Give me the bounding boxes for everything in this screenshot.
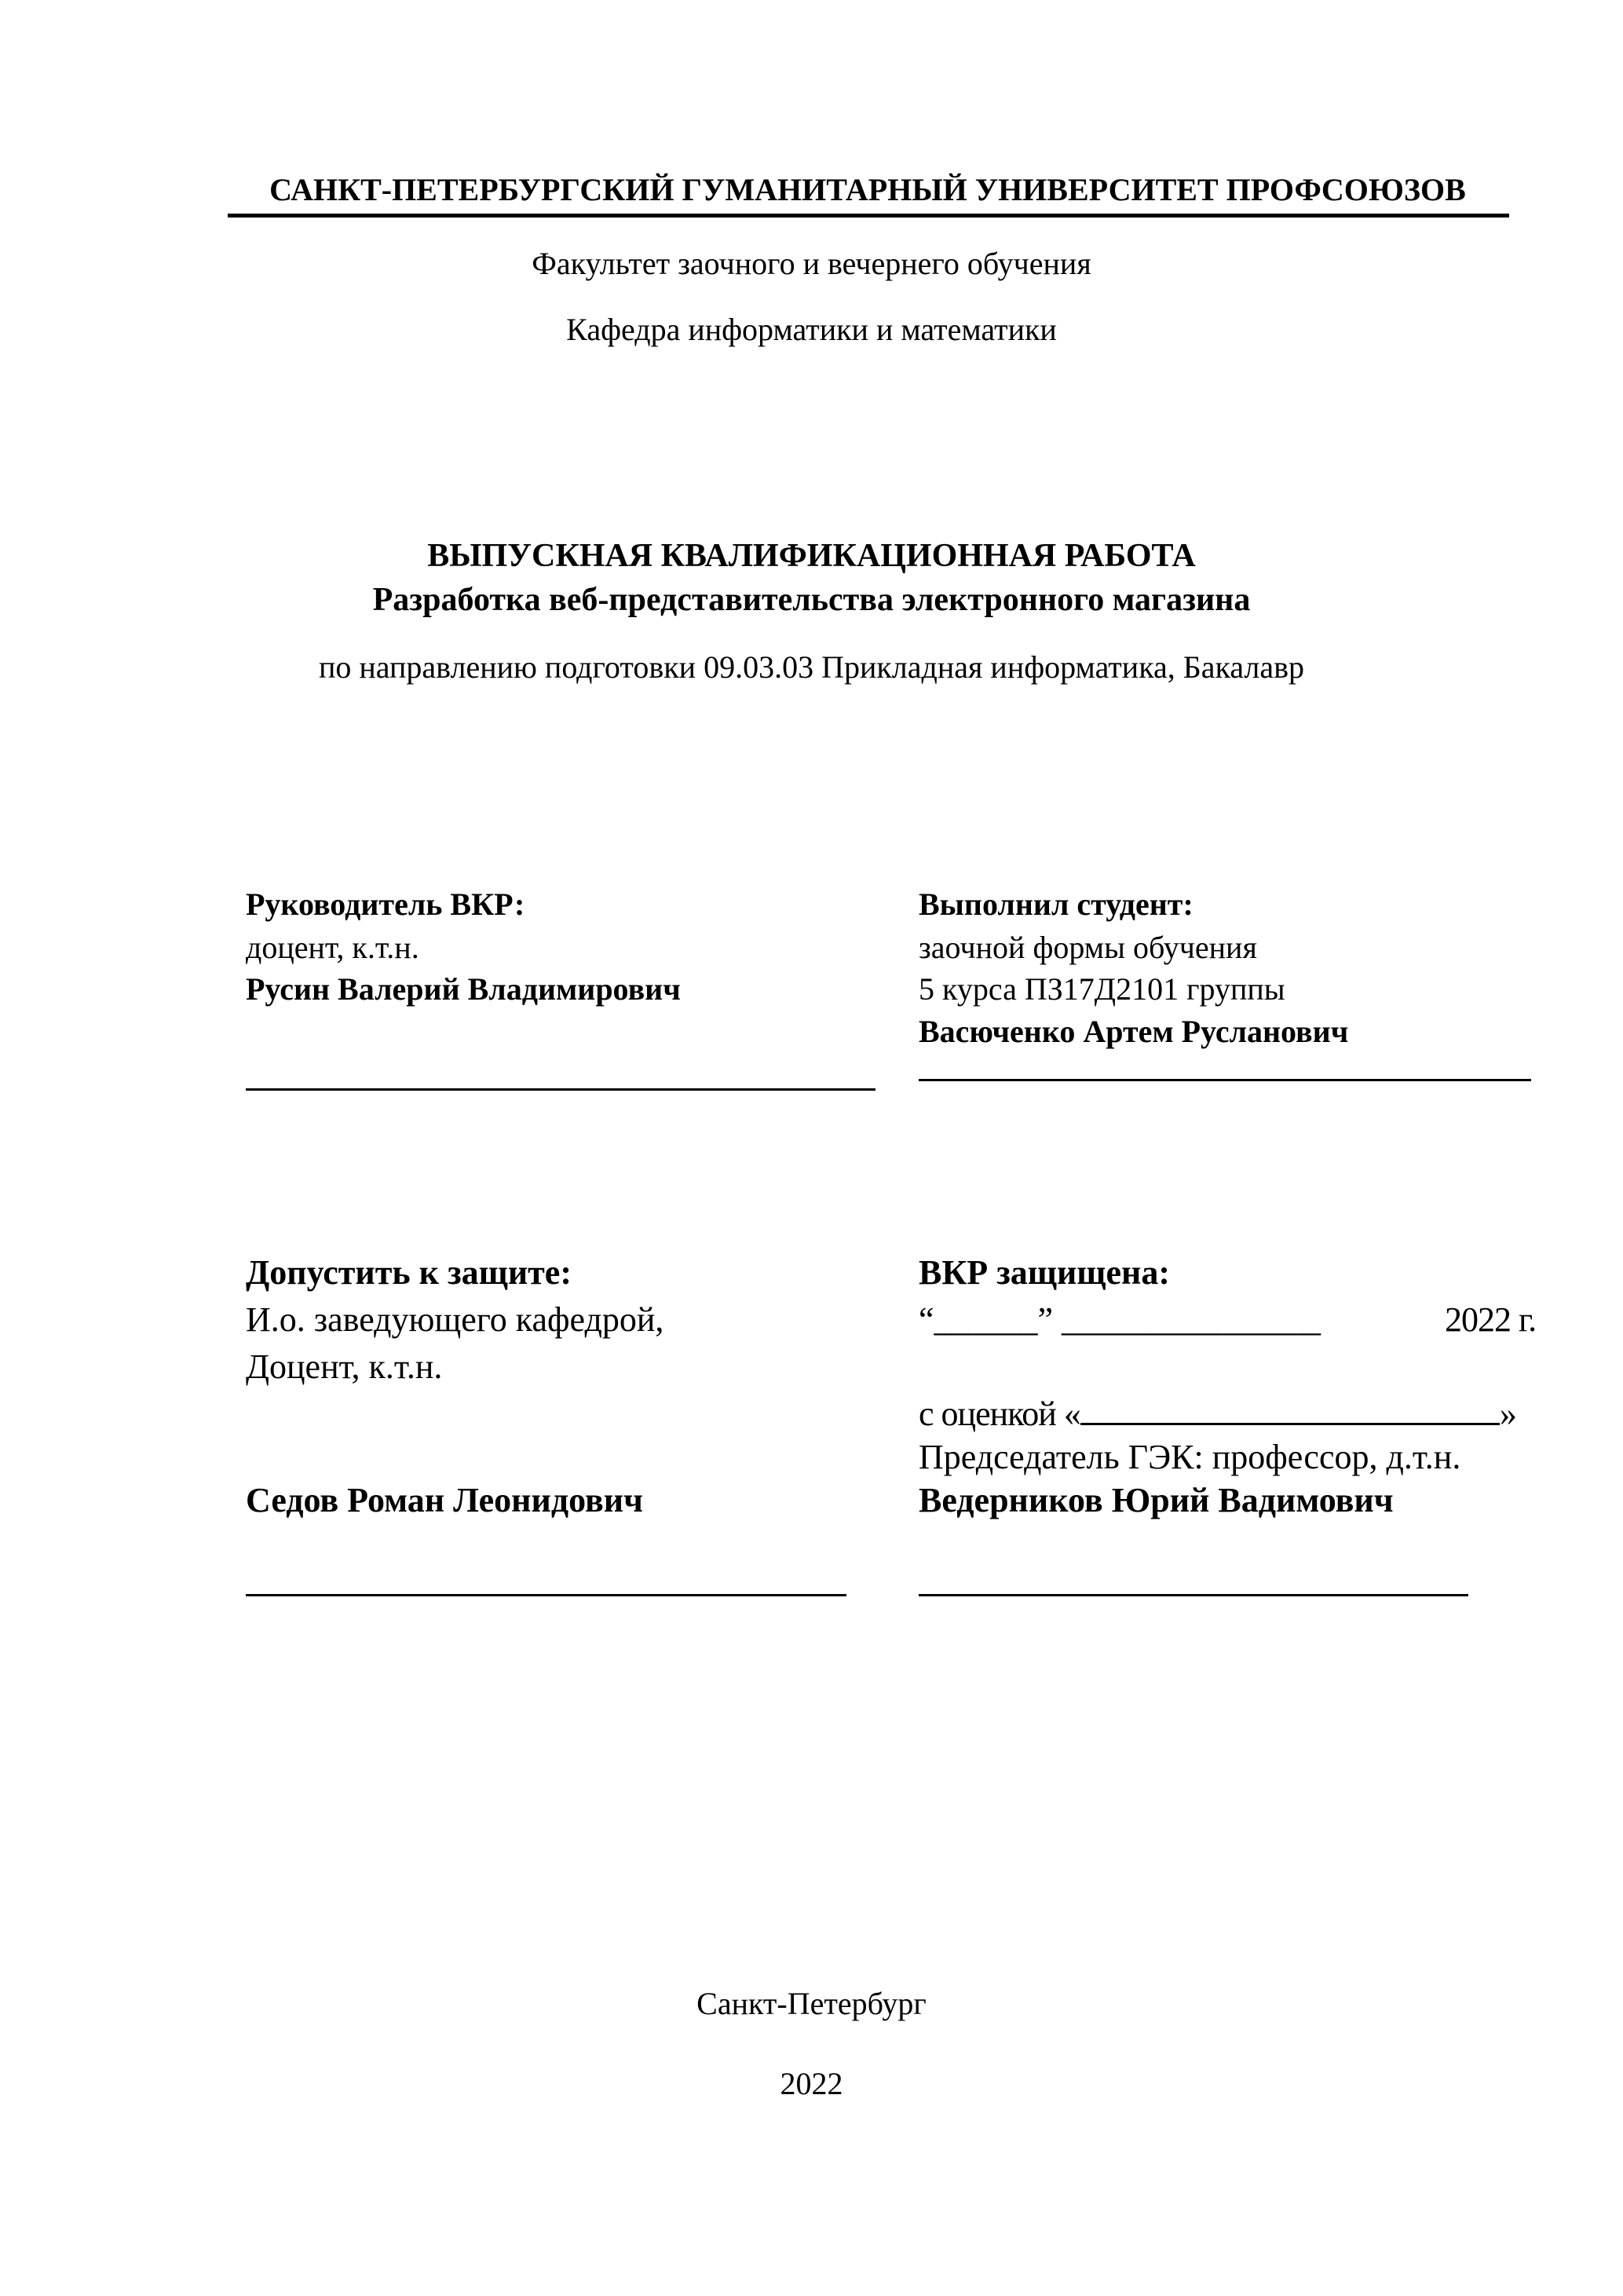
student-study-form: заочной формы обучения — [919, 930, 1257, 965]
study-direction: по направлению подготовки 09.03.03 Прикладная информатика, Бакалавр — [318, 649, 1305, 685]
defense-heading: ВКР защищена: — [919, 1253, 1170, 1292]
university-name: САНКТ-ПЕТЕРБУРГСКИЙ ГУМАНИТАРНЫЙ УНИВЕРСИТЕТ ПРОФСОЮЗОВ — [269, 172, 1466, 207]
supervisor-signature-line — [246, 1088, 875, 1091]
city: Санкт-Петербург — [696, 1986, 927, 2021]
admission-position-line1: И.о. заведующего кафедрой, — [246, 1300, 664, 1339]
gek-chair-name: Ведерников Юрий Вадимович — [919, 1481, 1394, 1519]
grade-blank-line — [1080, 1399, 1500, 1425]
department-name: Кафедра информатики и математики — [566, 312, 1057, 347]
work-topic-title: Разработка веб-представительства электронного магазина — [372, 582, 1251, 618]
supervisor-name: Русин Валерий Владимирович — [246, 971, 681, 1007]
faculty-name: Факультет заочного и вечернего обучения — [532, 246, 1091, 281]
admission-heading: Допустить к защите: — [246, 1253, 572, 1292]
supervisor-position: доцент, к.т.н. — [246, 930, 419, 965]
admission-name: Седов Роман Леонидович — [246, 1481, 643, 1519]
grade-suffix: » — [1499, 1395, 1516, 1433]
student-name: Васюченко Артем Русланович — [919, 1014, 1349, 1049]
student-heading: Выполнил студент: — [919, 887, 1193, 922]
defense-year: 2022 г. — [1445, 1300, 1537, 1339]
year: 2022 — [780, 2066, 843, 2101]
supervisor-heading: Руководитель ВКР: — [246, 887, 525, 922]
gek-signature-line — [919, 1594, 1468, 1596]
student-signature-line — [919, 1079, 1531, 1081]
admission-position-line2: Доцент, к.т.н. — [246, 1347, 443, 1386]
grade-prefix: с оценкой « — [919, 1395, 1080, 1433]
gek-chair-position: Председатель ГЭК: профессор, д.т.н. — [919, 1438, 1461, 1476]
header-divider — [228, 214, 1509, 218]
admission-signature-line — [246, 1594, 846, 1596]
defense-date-line: “______” _______________ — [919, 1300, 1321, 1339]
student-group: 5 курса ПЗ17Д2101 группы — [919, 971, 1285, 1007]
defense-grade — [919, 1394, 1516, 1434]
work-type-title: ВЫПУСКНАЯ КВАЛИФИКАЦИОННАЯ РАБОТА — [427, 538, 1196, 574]
